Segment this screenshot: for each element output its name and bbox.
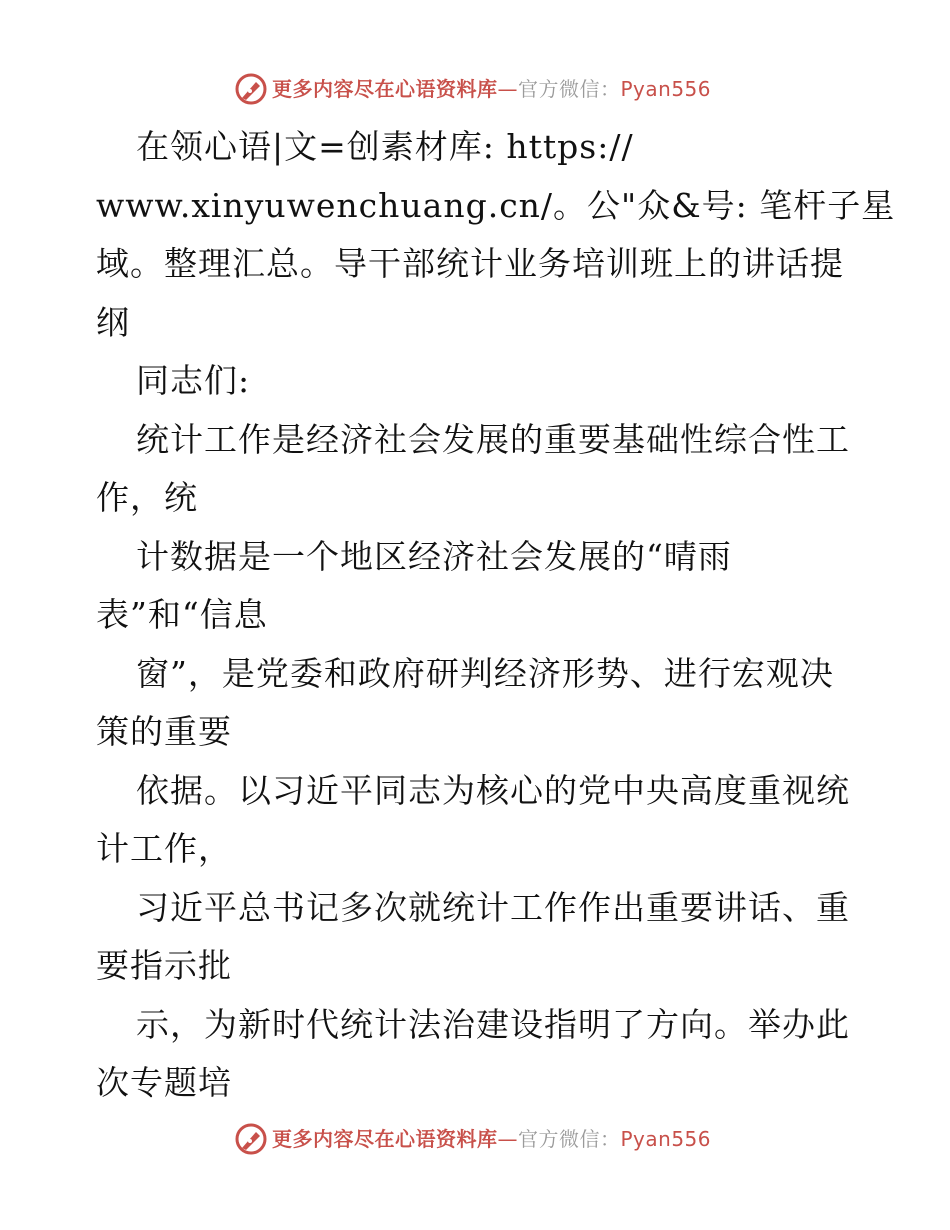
doc-line: 习近平总书记多次就统计工作作出重要讲话、重 [136, 887, 850, 927]
pen-nib-logo-icon [234, 72, 268, 106]
watermark-wechat-id: Pyan556 [620, 1127, 712, 1151]
watermark-separator: — [497, 77, 518, 101]
doc-line: 依据。以习近平同志为核心的党中央高度重视统 [136, 770, 850, 810]
watermark-official-label: 官方微信： [518, 1127, 621, 1151]
doc-line: 示，为新时代统计法治建设指明了方向。举办此 [136, 1004, 850, 1044]
doc-line: 表”和“信息 [96, 595, 268, 634]
footer-watermark-text [272, 1126, 711, 1152]
footer-watermark [0, 1120, 950, 1160]
doc-line: 计工作， [96, 829, 232, 868]
header-watermark-text [272, 76, 711, 102]
doc-line: 作，统 [96, 478, 198, 517]
doc-line: 域。整理汇总。导干部统计业务培训班上的讲话提 [96, 244, 844, 283]
doc-line: 要指示批 [96, 946, 232, 985]
doc-line: 计数据是一个地区经济社会发展的“晴雨 [136, 536, 732, 576]
doc-line: 策的重要 [96, 712, 232, 751]
watermark-wechat-id: Pyan556 [620, 77, 712, 101]
doc-line: www.xinyuwenchuang.cn/。公"众&号: 笔杆子星 [96, 185, 896, 225]
doc-line: 同志们: [136, 361, 251, 400]
watermark-main-text: 更多内容尽在心语资料库 [272, 1127, 498, 1151]
doc-line: 统计工作是经济社会发展的重要基础性综合性工 [136, 419, 850, 459]
doc-line: 窗”，是党委和政府研判经济形势、进行宏观决 [136, 653, 834, 693]
doc-line: 纲 [96, 302, 130, 342]
header-watermark [0, 70, 950, 110]
doc-line: 次专题培 [96, 1063, 232, 1102]
pen-nib-logo-icon [234, 1122, 268, 1156]
watermark-main-text: 更多内容尽在心语资料库 [272, 77, 498, 101]
watermark-official-label: 官方微信： [518, 77, 621, 101]
doc-line: 在领心语|文=创素材库: https:// [136, 127, 634, 166]
document-body [96, 118, 896, 1113]
watermark-separator: — [497, 1127, 518, 1151]
